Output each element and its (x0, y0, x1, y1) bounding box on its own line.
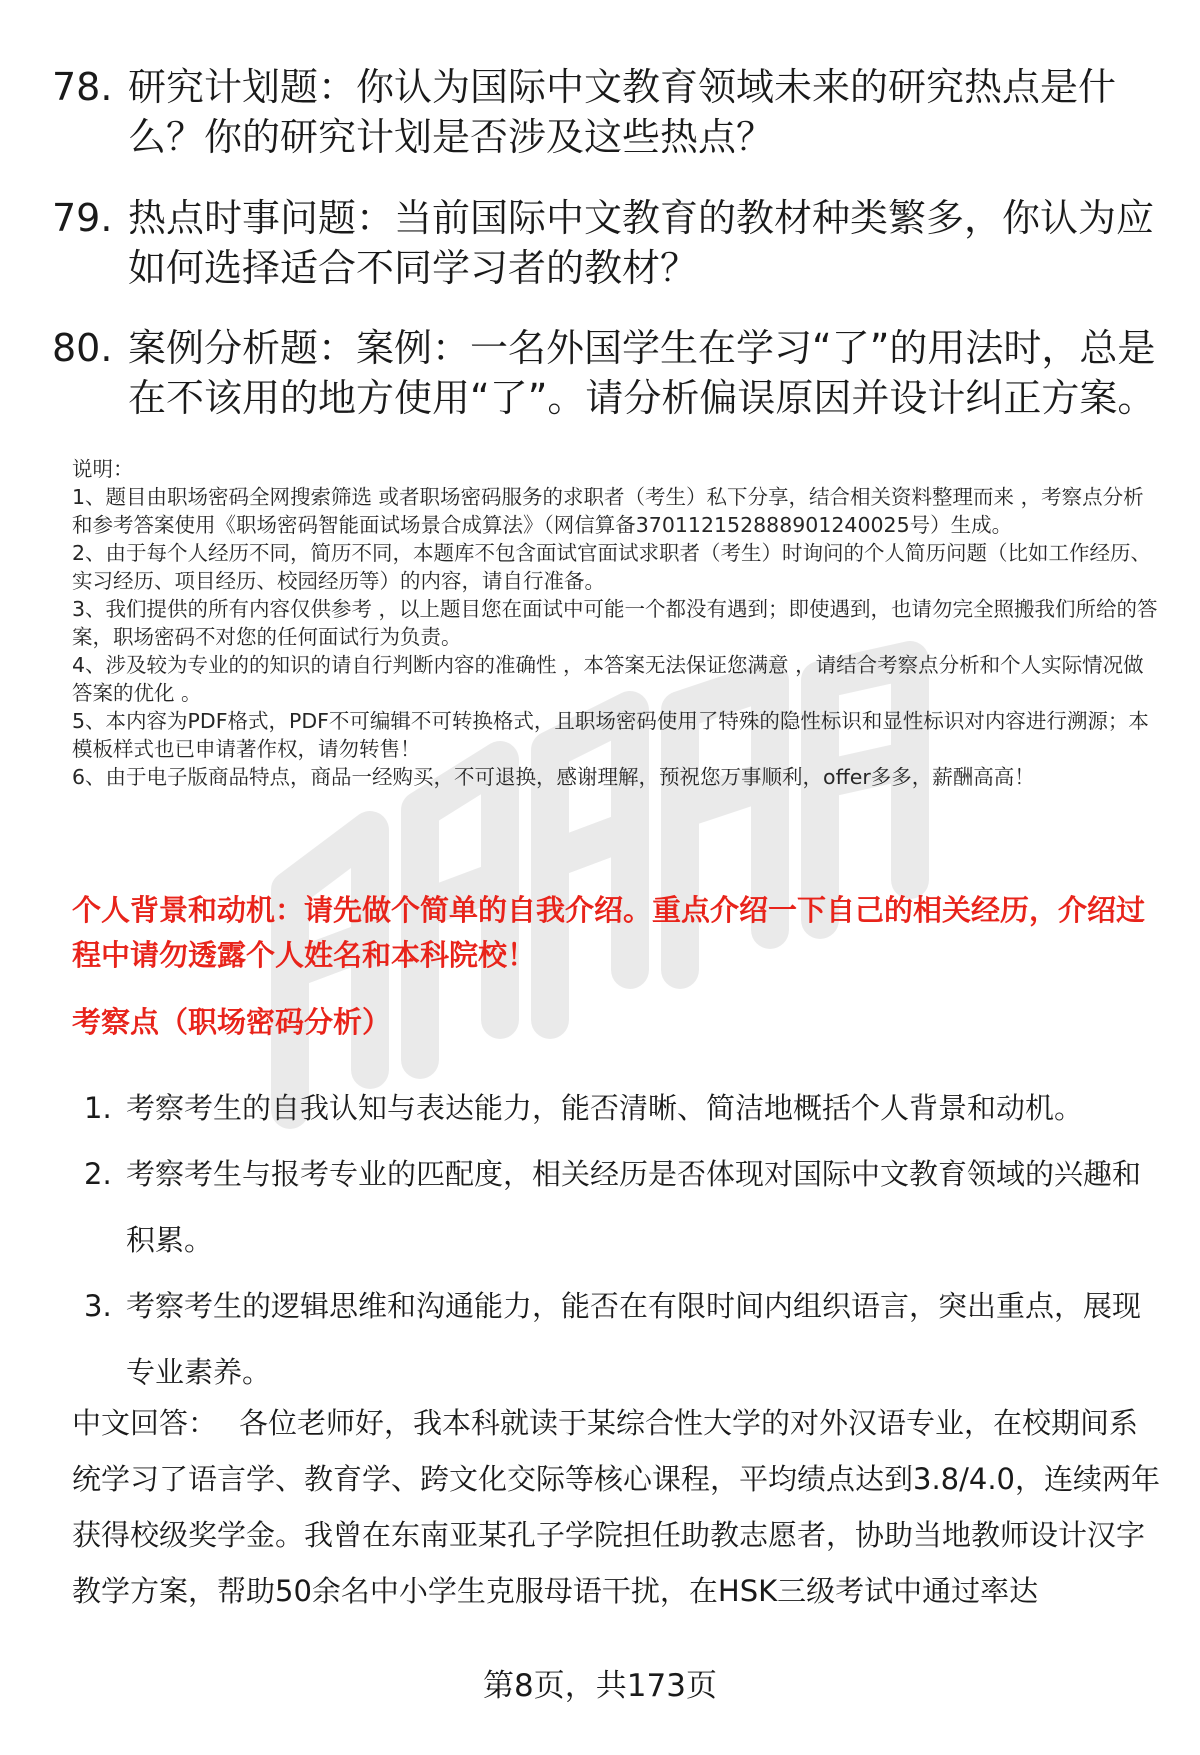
chinese-answer (72, 1395, 1162, 1619)
disclaimer-notes (72, 455, 1162, 791)
answer-label: 中文回答： (72, 1406, 218, 1440)
note-item-6: 6、由于电子版商品特点，商品一经购买，不可退换，感谢理解，预祝您万事顺利，offer多多，薪酬高高！ (72, 765, 1035, 789)
note-item-2: 2、由于每个人经历不同，简历不同，本题库不包含面试官面试求职者（考生）时询问的个人简历问题（比如工作经历、实习经历、项目经历、校园经历等）的内容，请自行准备。 (72, 541, 1152, 593)
list-item (84, 1273, 1164, 1405)
question-80 (52, 323, 1162, 423)
list-item-number: 3. (84, 1289, 112, 1323)
question-79 (52, 193, 1162, 293)
section-title: 个人背景和动机：请先做个简单的自我介绍。重点介绍一下自己的相关经历，介绍过程中请勿透露个人姓名和本科院校！ (72, 893, 1146, 972)
list-item (84, 1141, 1164, 1273)
answer-text: 各位老师好，我本科就读于某综合性大学的对外汉语专业，在校期间系统学习了语言学、教育学、跨文化交际等核心课程，平均绩点达到3.8/4.0，连续两年获得校级奖学金。我曾在东南亚某孔子学院担任助教志愿者，协助当地教师设计汉字教学方案，帮助50余名中小学生克服母语干扰，在HSK三级考试中通过率达 (72, 1406, 1161, 1608)
notes-heading: 说明： (72, 457, 134, 481)
list-item-text: 考察考生的自我认知与表达能力，能否清晰、简洁地概括个人背景和动机。 (126, 1091, 1084, 1125)
list-item-number: 1. (84, 1091, 112, 1125)
question-text: 热点时事问题：当前国际中文教育的教材种类繁多，你认为应如何选择适合不同学习者的教材？ (128, 196, 1155, 290)
question-text: 研究计划题：你认为国际中文教育领域未来的研究热点是什么？你的研究计划是否涉及这些热点？ (128, 65, 1117, 159)
question-78 (52, 62, 1162, 162)
question-number: 79. (52, 196, 113, 240)
assessment-points-list (84, 1075, 1164, 1405)
question-number: 80. (52, 326, 113, 370)
list-item-number: 2. (84, 1157, 112, 1191)
note-item-5: 5、本内容为PDF格式，PDF不可编辑不可转换格式，且职场密码使用了特殊的隐性标识和显性标识对内容进行溯源；本模板样式也已申请著作权，请勿转售！ (72, 709, 1149, 761)
section-subtitle: 考察点（职场密码分析） (72, 1005, 392, 1039)
note-item-3: 3、我们提供的所有内容仅供参考 ，以上题目您在面试中可能一个都没有遇到；即使遇到，也请勿完全照搬我们所给的答案，职场密码不对您的任何面试行为负责。 (72, 597, 1158, 649)
note-item-4: 4、涉及较为专业的的知识的请自行判断内容的准确性 ，本答案无法保证您满意 ，请结合考察点分析和个人实际情况做答案的优化 。 (72, 653, 1144, 705)
question-number: 78. (52, 65, 113, 109)
note-item-1: 1、题目由职场密码全网搜索筛选 或者职场密码服务的求职者（考生）私下分享，结合相关资料整理而来 ，考察点分析和参考答案使用《职场密码智能面试场景合成算法》（网信算备370112152888901240025号）生成。 (72, 485, 1144, 537)
list-item-text: 考察考生与报考专业的匹配度，相关经历是否体现对国际中文教育领域的兴趣和积累。 (126, 1157, 1142, 1257)
list-item-text: 考察考生的逻辑思维和沟通能力，能否在有限时间内组织语言，突出重点，展现专业素养。 (126, 1289, 1142, 1389)
page-number-footer: 第8页，共173页 (483, 1668, 717, 1704)
list-item (84, 1075, 1164, 1141)
question-text: 案例分析题：案例：一名外国学生在学习“了”的用法时，总是在不该用的地方使用“了”。请分析偏误原因并设计纠正方案。 (128, 326, 1156, 420)
